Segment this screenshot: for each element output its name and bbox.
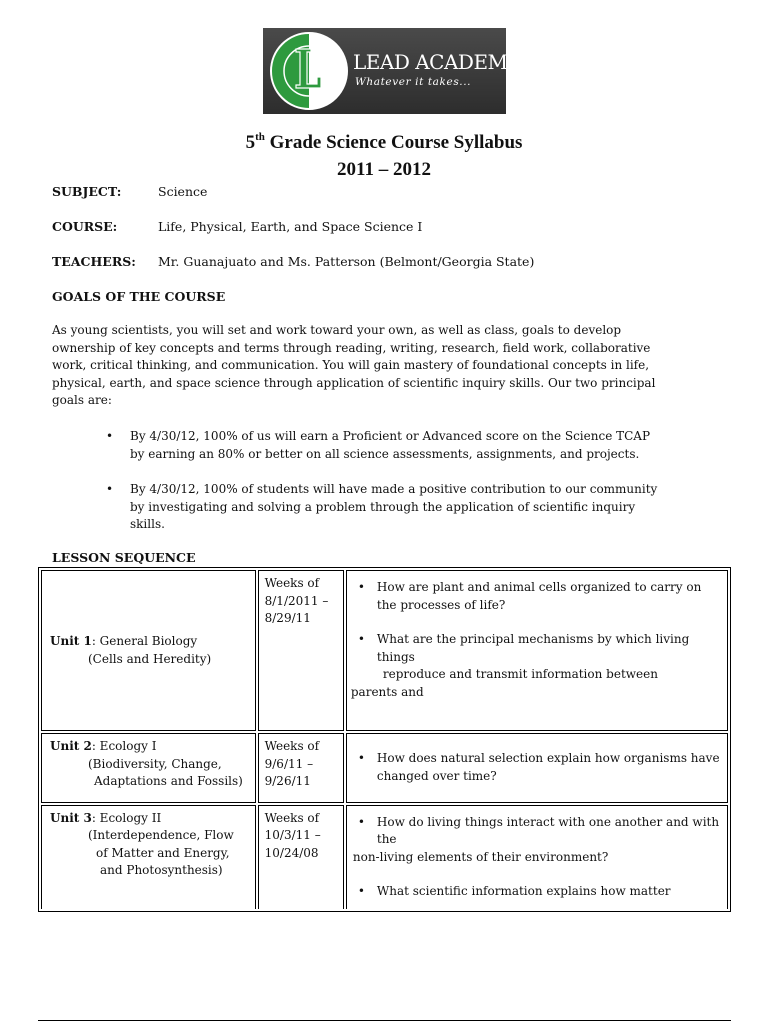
- unit-label: Unit 3: [50, 810, 92, 825]
- subject-label: SUBJECT:: [52, 184, 122, 199]
- questions-cell: [346, 570, 728, 731]
- course-label: COURSE:: [52, 219, 118, 234]
- goal-text: By 4/30/12, 100% of students will have made a positive contribution to our community by investigating and solving a problem through the application of scientific inquiry skills.: [130, 482, 658, 531]
- goal-item: [106, 481, 666, 534]
- title-rest: Grade Science Course Syllabus: [264, 132, 523, 153]
- bullet-icon: •: [106, 429, 114, 443]
- unit-title: : General Biology: [91, 634, 198, 649]
- teachers-label: TEACHERS:: [52, 254, 136, 269]
- unit-cell: [41, 570, 256, 731]
- weeks-end: 9/26/11: [264, 774, 311, 789]
- question-list: [353, 814, 721, 901]
- logo-tagline: Whatever it takes...: [355, 76, 472, 88]
- weeks-cell: [258, 733, 344, 802]
- title-grade-suffix: th: [255, 131, 265, 143]
- lead-academy-l-icon: [269, 31, 349, 111]
- unit-title: : Ecology II: [91, 810, 162, 825]
- question-continuation: reproduce and transmit information between: [382, 667, 658, 681]
- bullet-icon: •: [357, 814, 365, 829]
- unit-label: Unit 2: [50, 739, 92, 754]
- weeks-end: 10/24/08: [264, 845, 319, 860]
- question-text: How do living things interact with one another and with the: [376, 814, 720, 847]
- weeks-cell: [258, 805, 344, 909]
- question-text: What scientific information explains how matter: [376, 884, 671, 899]
- weeks-label: Weeks of: [264, 739, 320, 754]
- unit-subtitle: (Biodiversity, Change,: [88, 756, 222, 771]
- unit-subtitle: (Cells and Heredity): [88, 651, 212, 666]
- lesson-sequence-heading: LESSON SEQUENCE: [52, 550, 196, 565]
- course-value: Life, Physical, Earth, and Space Science I: [158, 219, 423, 234]
- page-subtitle-years: 2011 – 2012: [337, 159, 431, 180]
- list-item: [353, 883, 721, 901]
- table-row: [41, 570, 728, 731]
- list-item: [353, 814, 721, 867]
- unit-cell: [41, 805, 256, 909]
- weeks-start: 9/6/11 –: [264, 756, 314, 771]
- list-item: [353, 579, 721, 614]
- bullet-icon: •: [357, 580, 365, 594]
- unit-title: : Ecology I: [91, 739, 157, 754]
- logo-name: LEAD ACADEMY: [353, 50, 521, 74]
- question-list: [353, 579, 721, 684]
- footer-divider: [38, 1020, 731, 1021]
- bullet-icon: •: [357, 751, 365, 766]
- unit-subtitle: (Interdependence, Flow: [88, 828, 234, 843]
- list-item: [353, 750, 721, 785]
- unit-subtitle: of Matter and Energy,: [96, 845, 230, 860]
- unit-subtitle: and Photosynthesis): [100, 863, 223, 878]
- goals-heading: GOALS OF THE COURSE: [52, 289, 226, 304]
- goals-paragraph: As young scientists, you will set and work toward your own, as well as class, goals to develop ownership of key concepts and terms through reading, writing, research, field work, collaborative work, critical thinking, and communication. You will gain mastery of foundational concepts in life, physical, earth, and space science through application of scientific inquiry skills. Our two principal goals are:: [52, 323, 656, 407]
- bullet-icon: •: [106, 482, 114, 496]
- unit-label: Unit 1: [50, 634, 92, 649]
- weeks-label: Weeks of: [264, 576, 320, 590]
- weeks-start: 8/1/2011 –: [264, 593, 329, 608]
- subject-value: Science: [158, 184, 208, 199]
- questions-cell: [346, 733, 728, 802]
- lesson-sequence-table: [38, 567, 731, 912]
- weeks-label: Weeks of: [264, 810, 320, 825]
- goal-text: By 4/30/12, 100% of us will earn a Proficient or Advanced score on the Science TCAP by earning an 80% or better on all science assessments, assignments, and projects.: [130, 429, 651, 461]
- page-title: [0, 132, 768, 154]
- goal-item: [106, 428, 666, 463]
- weeks-cell: [258, 570, 344, 731]
- question-text: What are the principal mechanisms by which living things: [376, 632, 690, 664]
- question-continuation: parents and: [350, 684, 424, 699]
- bullet-icon: •: [357, 632, 365, 646]
- teachers-value: Mr. Guanajuato and Ms. Patterson (Belmont/Georgia State): [158, 254, 535, 269]
- weeks-start: 10/3/11 –: [264, 828, 321, 843]
- questions-cell: [346, 805, 728, 909]
- question-list: [353, 750, 721, 785]
- unit-subtitle: Adaptations and Fossils): [94, 774, 243, 789]
- question-text: How does natural selection explain how organisms have changed over time?: [376, 751, 720, 783]
- table-row: [41, 805, 728, 909]
- question-text: How are plant and animal cells organized to carry on the processes of life?: [376, 580, 702, 612]
- title-grade-number: 5: [245, 132, 256, 153]
- lead-academy-logo: [263, 28, 521, 114]
- table-row: [41, 733, 728, 802]
- weeks-end: 8/29/11: [264, 611, 311, 625]
- unit-cell: [41, 733, 256, 802]
- question-continuation: non-living elements of their environment?: [352, 849, 609, 864]
- bullet-icon: •: [357, 884, 365, 899]
- list-item: [353, 631, 721, 684]
